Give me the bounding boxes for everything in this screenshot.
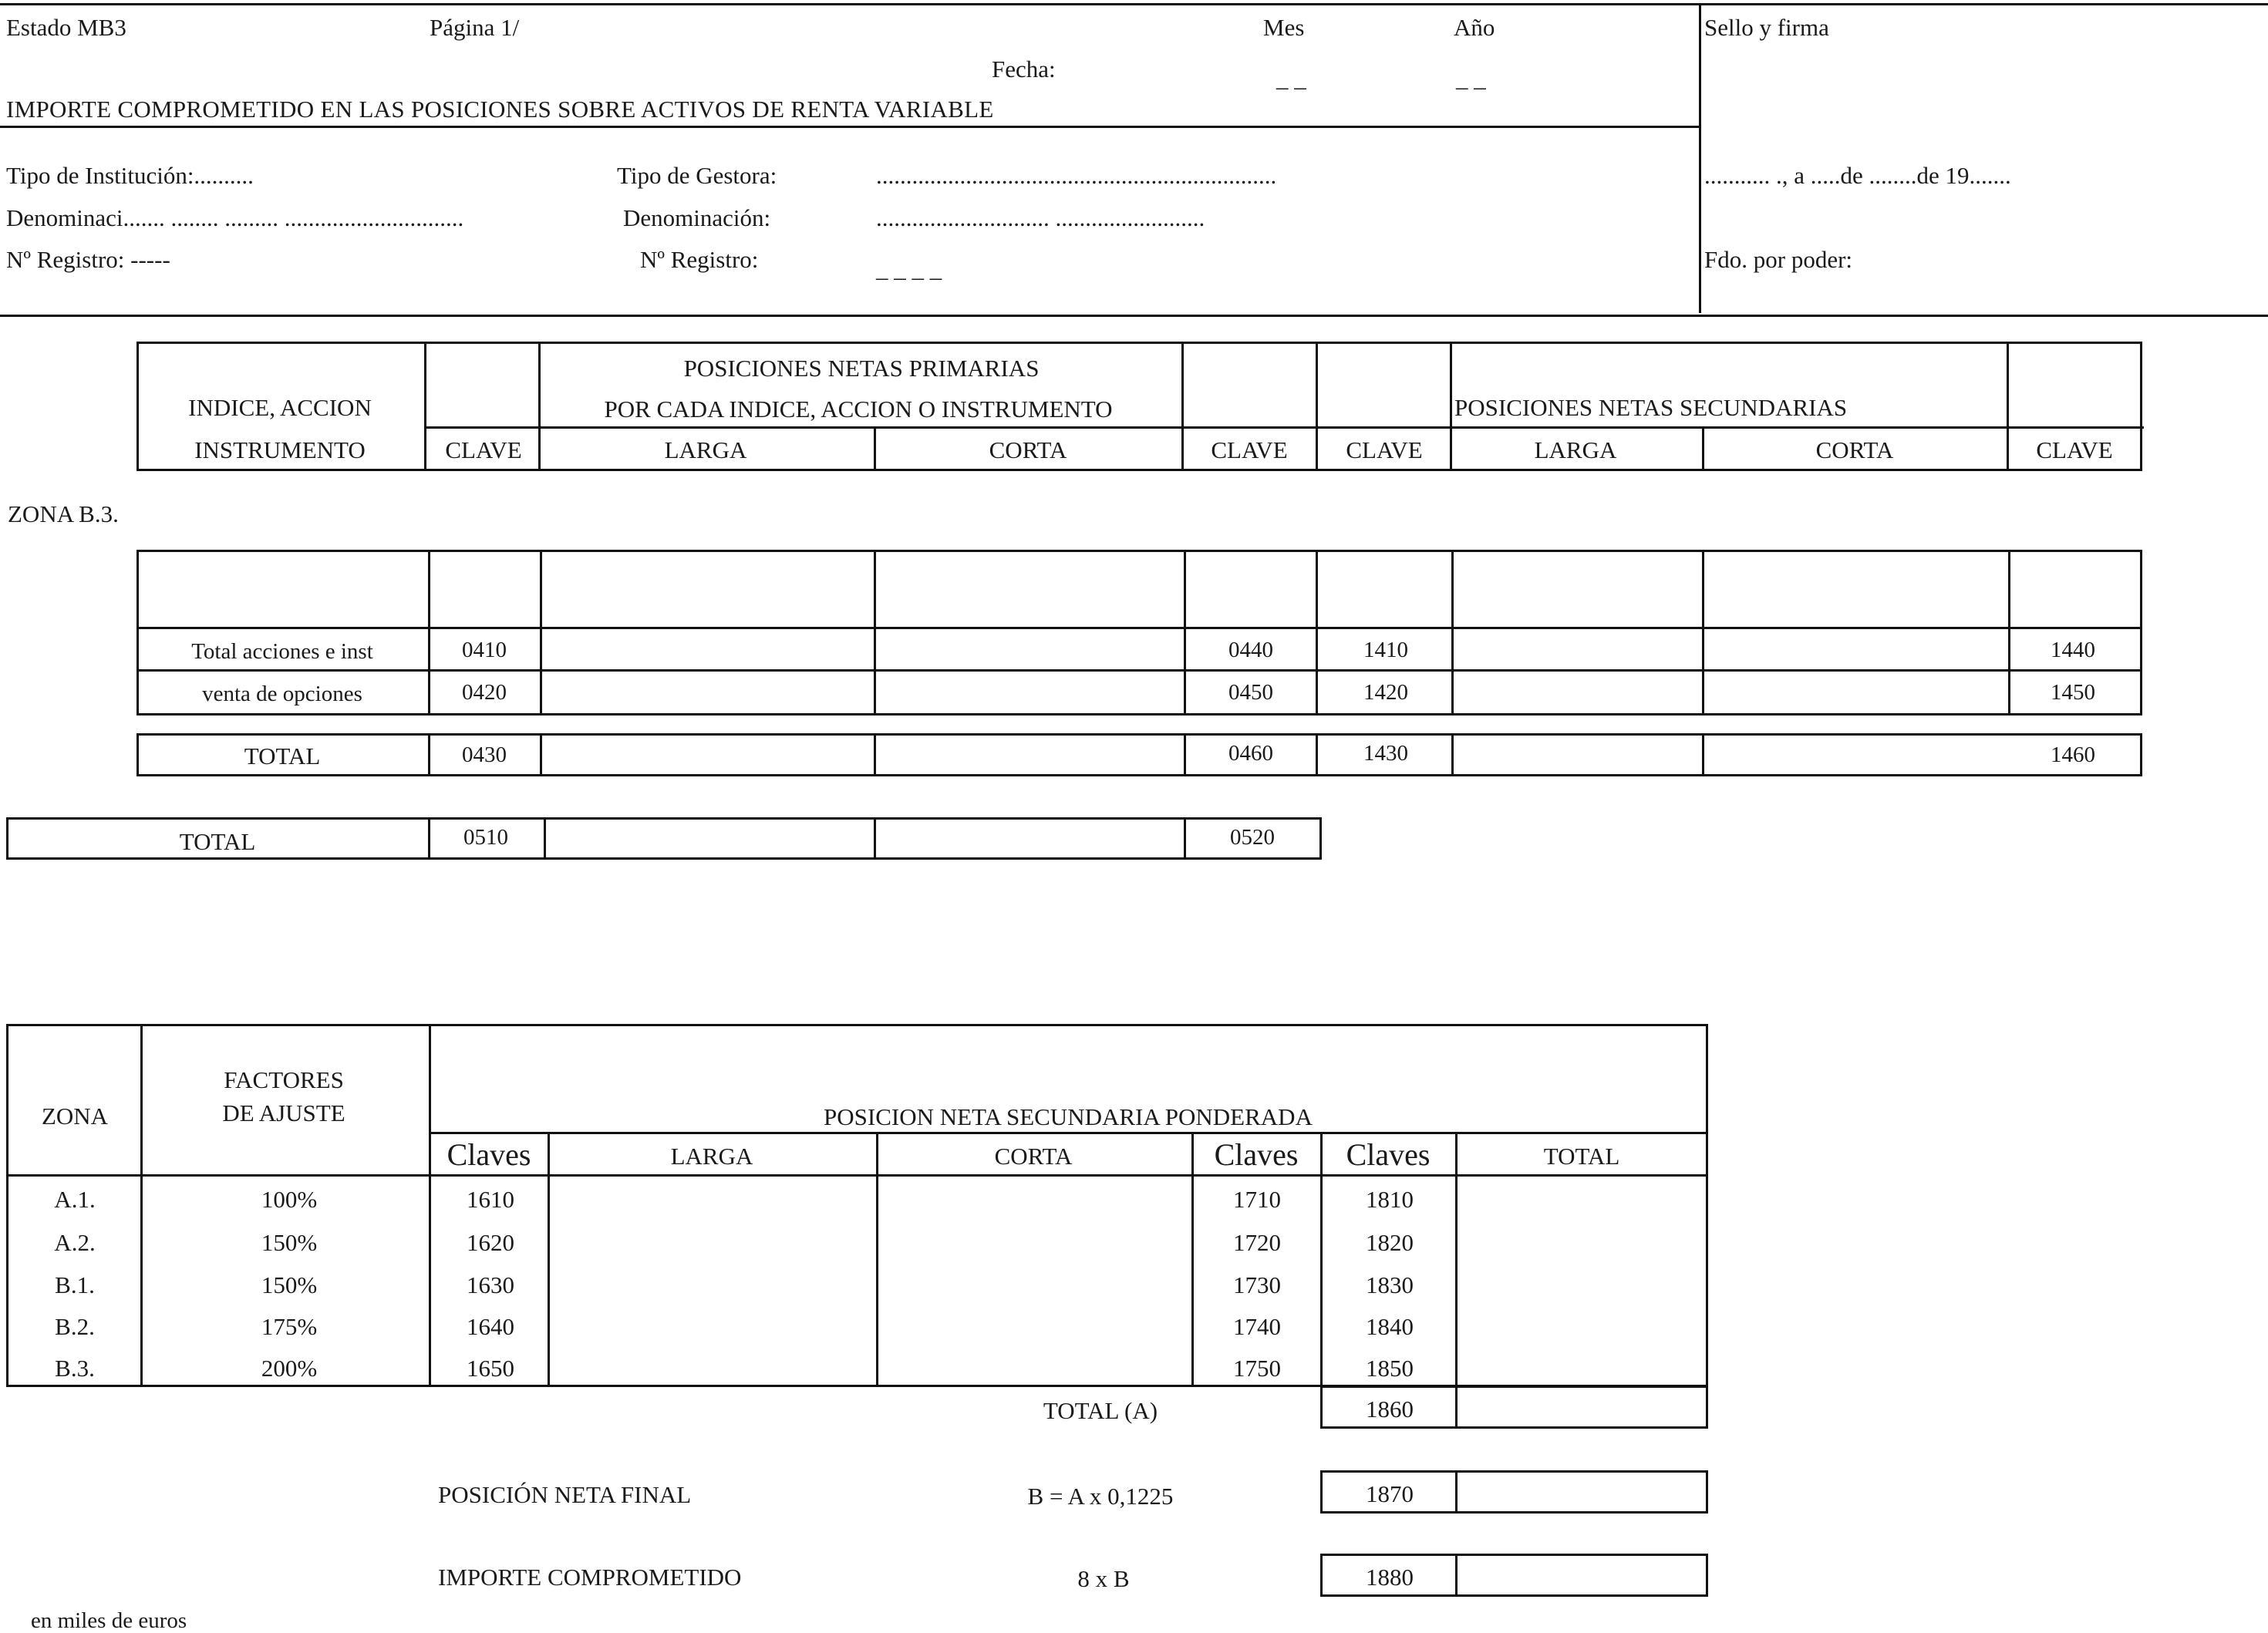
zona-total-label: TOTAL: [244, 742, 321, 769]
col-divider: [428, 817, 430, 860]
col-corta: CORTA: [994, 1143, 1073, 1170]
header-subrule: [429, 1132, 1708, 1134]
zona-total-row: [136, 733, 2142, 776]
row-label-acciones: Total acciones e inst: [191, 639, 373, 664]
zona-b3: B.3.: [55, 1355, 95, 1382]
col-divider: [874, 550, 876, 715]
col-divider: [428, 550, 430, 715]
col-instrumento-line2: INSTRUMENTO: [194, 436, 366, 463]
key-1430: 1430: [1363, 741, 1408, 766]
key-0520: 0520: [1230, 825, 1275, 850]
sello-label: Sello y firma: [1704, 14, 1829, 41]
col-divider: [1702, 428, 1704, 471]
key-1640: 1640: [467, 1313, 514, 1340]
col-divider: [548, 1133, 550, 1387]
col-divider: [428, 733, 430, 776]
col-divider: [1184, 550, 1186, 715]
col-divider: [1316, 550, 1318, 715]
col-divider: [1184, 733, 1186, 776]
zona-b2: B.2.: [55, 1313, 95, 1340]
col-divider: [540, 550, 542, 715]
col-factores-1: FACTORES: [224, 1066, 344, 1093]
key-1830: 1830: [1366, 1271, 1414, 1298]
tipo-gestora-label: Tipo de Gestora:: [617, 162, 777, 189]
mes-value[interactable]: _ _: [1276, 65, 1306, 92]
footer-note: en miles de euros: [31, 1608, 187, 1633]
col-divider: [874, 428, 876, 471]
fecha-label: Fecha:: [992, 56, 1056, 82]
key-1650: 1650: [467, 1355, 514, 1382]
ponderada-title: POSICION NETA SECUNDARIA PONDERADA: [824, 1103, 1313, 1130]
anio-label: Año: [1454, 14, 1495, 41]
total2-label: TOTAL: [179, 828, 256, 855]
key-1740: 1740: [1233, 1313, 1281, 1340]
key-1440: 1440: [2051, 638, 2095, 662]
key-1620: 1620: [467, 1229, 514, 1256]
primarias-title-2: POR CADA INDICE, ACCION O INSTRUMENTO: [604, 396, 1113, 423]
zona-a1: A.1.: [54, 1186, 96, 1213]
posicion-final-label: POSICIÓN NETA FINAL: [438, 1481, 692, 1508]
col-divider: [1184, 817, 1186, 860]
col-divider: [1191, 1133, 1194, 1387]
key-1860: 1860: [1366, 1396, 1414, 1423]
key-1460: 1460: [2051, 742, 2095, 767]
key-1750: 1750: [1233, 1355, 1281, 1382]
posicion-final-formula: B = A x 0,1225: [1027, 1483, 1174, 1510]
key-1730: 1730: [1233, 1271, 1281, 1298]
total-a-label: TOTAL (A): [1043, 1397, 1158, 1424]
col-total: TOTAL: [1543, 1143, 1620, 1170]
tipo-gestora-field[interactable]: ...................................................................: [876, 162, 1277, 189]
row-label-opciones: venta de opciones: [202, 682, 362, 706]
key-1840: 1840: [1366, 1313, 1414, 1340]
col-divider: [1316, 342, 1318, 471]
row-rule: [136, 669, 2142, 672]
col-divider: [544, 817, 546, 860]
denominacion-left[interactable]: Denominaci....... ........ ......... ..............................: [6, 204, 464, 231]
factor-a1: 100%: [261, 1186, 318, 1213]
key-1610: 1610: [467, 1186, 514, 1213]
col-divider: [876, 1133, 878, 1387]
zona-b1: B.1.: [55, 1271, 95, 1298]
form-title: IMPORTE COMPROMETIDO EN LAS POSICIONES SOBRE ACTIVOS DE RENTA VARIABLE: [6, 96, 994, 123]
registro-left[interactable]: Nº Registro: -----: [6, 246, 170, 273]
registro-right-label: Nº Registro:: [640, 246, 759, 273]
primarias-title-1: POSICIONES NETAS PRIMARIAS: [683, 355, 1040, 382]
row-rule: [136, 627, 2142, 629]
key-1870: 1870: [1366, 1480, 1414, 1507]
key-1630: 1630: [467, 1271, 514, 1298]
key-1710: 1710: [1233, 1186, 1281, 1213]
key-1410: 1410: [1363, 638, 1408, 662]
col-clave-4: CLAVE: [2036, 436, 2113, 463]
header-bottom: [6, 1174, 1708, 1177]
col-divider: [140, 1024, 143, 1387]
denominacion-right-field[interactable]: ............................. .........................: [876, 204, 1205, 231]
col-divider: [1450, 342, 1452, 471]
col-divider: [429, 1024, 431, 1387]
registro-right-value[interactable]: _ _ _ _: [876, 255, 942, 282]
col-instrumento-line1: INDICE, ACCION: [188, 394, 372, 421]
key-1880: 1880: [1366, 1564, 1414, 1591]
importe-formula: 8 x B: [1077, 1565, 1130, 1592]
col-clave-1: CLAVE: [445, 436, 522, 463]
zona-a2: A.2.: [54, 1229, 96, 1256]
col-larga-2: LARGA: [1534, 436, 1617, 463]
zona-label: ZONA B.3.: [8, 500, 119, 527]
col-divider: [1455, 1133, 1458, 1387]
key-1420: 1420: [1363, 680, 1408, 705]
key-0460: 0460: [1228, 741, 1273, 766]
col-divider: [1316, 733, 1318, 776]
key-1720: 1720: [1233, 1229, 1281, 1256]
key-1820: 1820: [1366, 1229, 1414, 1256]
col-divider: [540, 733, 542, 776]
col-claves-2: Claves: [1214, 1137, 1299, 1172]
col-clave-3: CLAVE: [1346, 436, 1423, 463]
col-divider: [424, 342, 426, 471]
key-0410: 0410: [462, 638, 507, 662]
pagina-label: Página 1/: [430, 14, 520, 41]
col-divider: [1320, 1133, 1323, 1387]
key-1850: 1850: [1366, 1355, 1414, 1382]
col-factores-2: DE AJUSTE: [222, 1099, 345, 1126]
col-divider: [1455, 1386, 1458, 1429]
header-top-rule: [0, 3, 2268, 5]
col-divider: [1702, 733, 1704, 776]
col-divider: [1451, 550, 1454, 715]
key-0510: 0510: [463, 825, 508, 850]
denominacion-right-label: Denominación:: [623, 204, 771, 231]
col-divider: [874, 733, 876, 776]
col-larga-1: LARGA: [664, 436, 747, 463]
header-divider: [1699, 3, 1701, 313]
estado-label: Estado MB3: [6, 14, 126, 41]
col-larga: LARGA: [670, 1143, 753, 1170]
firma-label[interactable]: Fdo. por poder:: [1704, 246, 1853, 273]
col-corta-2: CORTA: [1815, 436, 1894, 463]
col-divider: [1181, 342, 1184, 471]
factor-b1: 150%: [261, 1271, 318, 1298]
key-0430: 0430: [462, 742, 507, 767]
key-0440: 0440: [1228, 638, 1273, 662]
col-divider: [874, 817, 876, 860]
key-1810: 1810: [1366, 1186, 1414, 1213]
lugar-fecha[interactable]: ........... ., a .....de ........de 19.......: [1704, 162, 2011, 189]
anio-value[interactable]: _ _: [1456, 65, 1486, 92]
col-clave-2: CLAVE: [1211, 436, 1288, 463]
factor-a2: 150%: [261, 1229, 318, 1256]
mes-label: Mes: [1263, 14, 1305, 41]
key-0450: 0450: [1228, 680, 1273, 705]
key-1450: 1450: [2051, 680, 2095, 705]
tipo-institucion[interactable]: Tipo de Institución:..........: [6, 162, 254, 189]
secundarias-title: POSICIONES NETAS SECUNDARIAS: [1454, 394, 1848, 421]
col-divider: [1451, 733, 1454, 776]
header-subrule: [424, 426, 2144, 429]
col-divider: [538, 342, 541, 471]
col-divider: [2008, 550, 2010, 715]
zona-table: [136, 550, 2142, 715]
col-claves-3: Claves: [1346, 1137, 1431, 1172]
title-rule: [0, 126, 1700, 128]
header-bottom-rule: [0, 315, 2268, 317]
col-zona: ZONA: [41, 1103, 109, 1130]
factor-b2: 175%: [261, 1313, 318, 1340]
col-divider: [1455, 1554, 1458, 1597]
col-claves-1: Claves: [447, 1137, 531, 1172]
factor-b3: 200%: [261, 1355, 318, 1382]
col-divider: [2007, 342, 2009, 471]
importe-label: IMPORTE COMPROMETIDO: [438, 1564, 742, 1591]
col-divider: [1702, 550, 1704, 715]
key-0420: 0420: [462, 680, 507, 705]
col-corta-1: CORTA: [989, 436, 1067, 463]
col-divider: [1455, 1470, 1458, 1513]
